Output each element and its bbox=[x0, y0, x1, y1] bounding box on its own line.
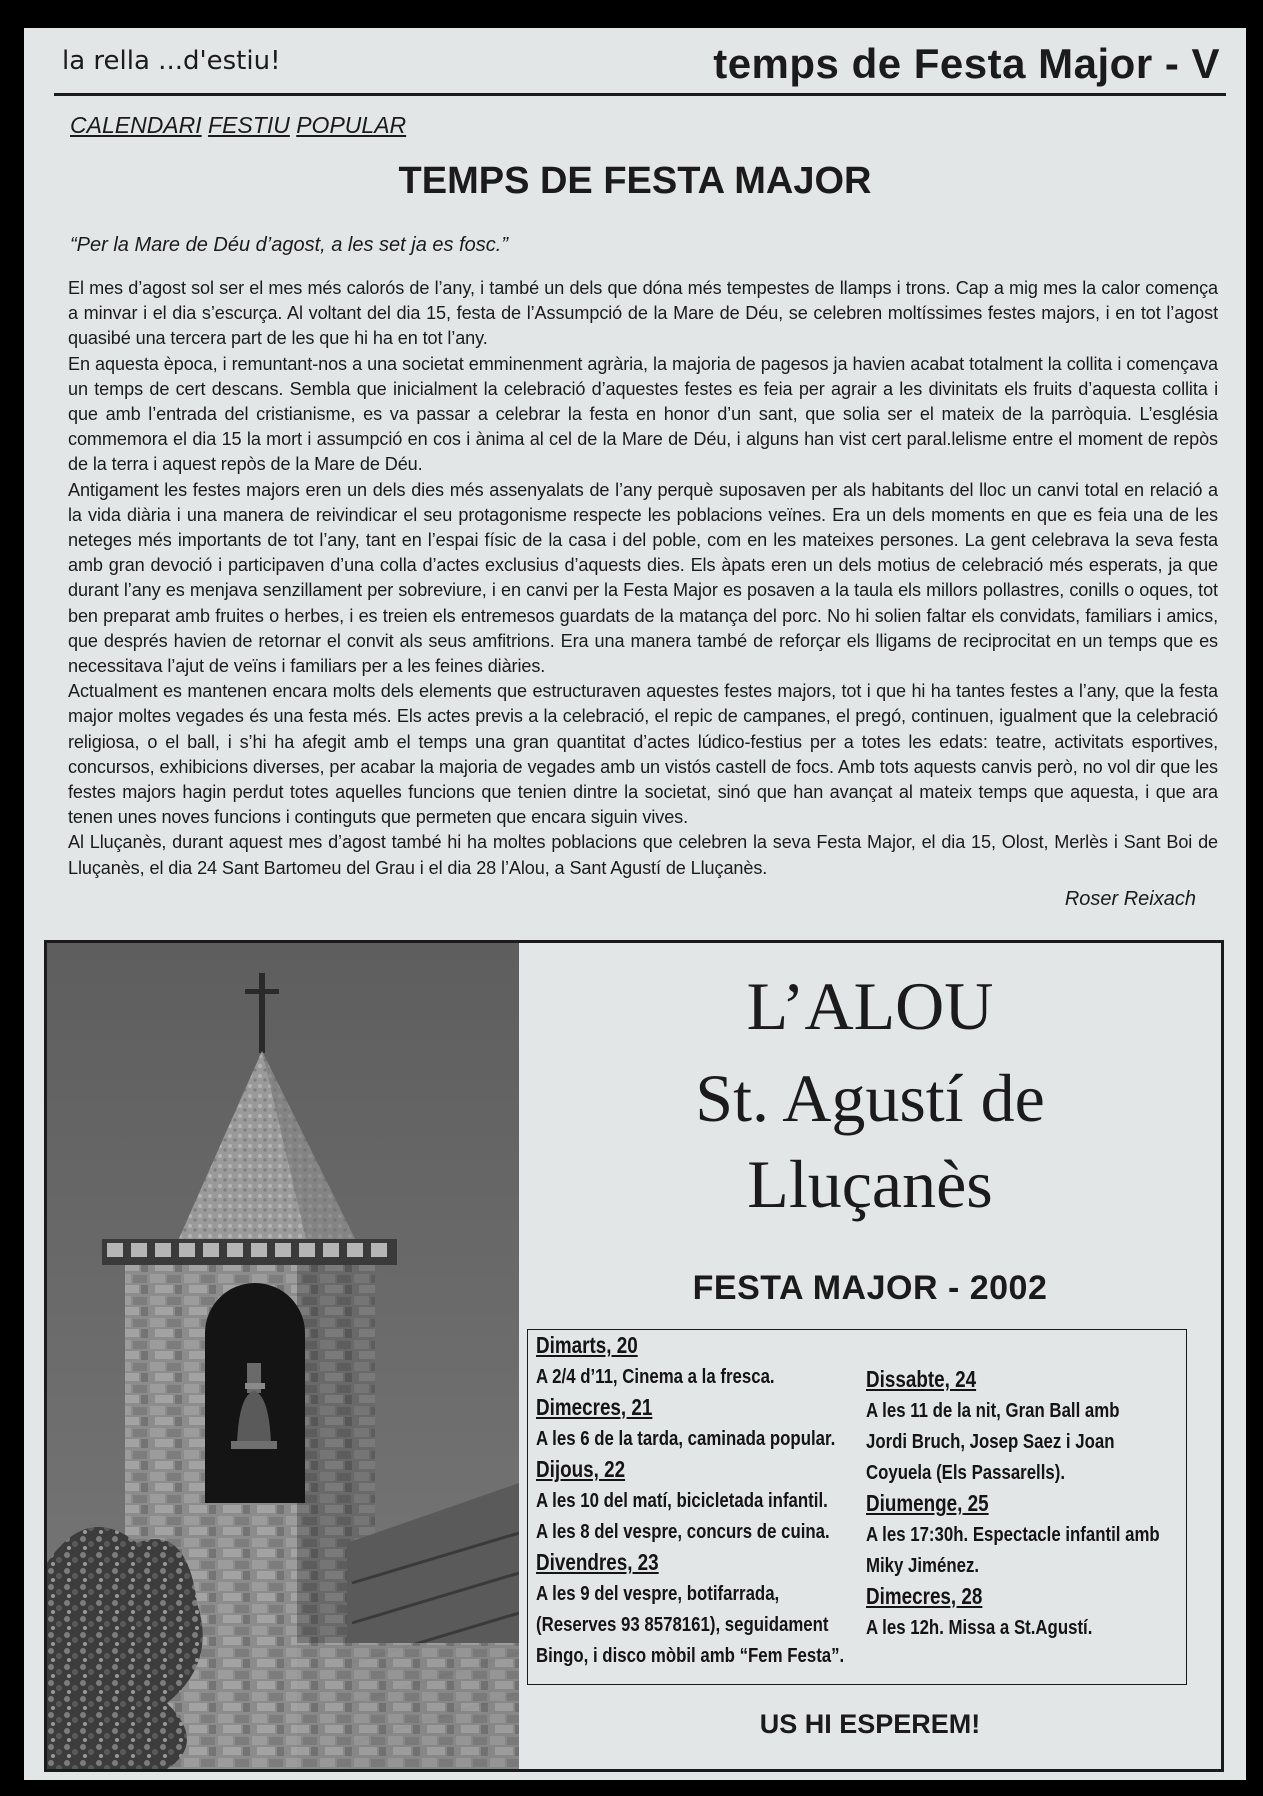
article-paragraph: En aquesta època, i remuntant-nos a una societat emminenment agrària, la majoria de pagesos ja havien acabat totalment la collita i començava un temps de cert descans. Sembla que inicialment la celebració d’aquestes festes es feia per agrair a les divinitats els fruits d’aquesta collita i que amb l’entrada del cristianisme, es va passar a celebrar la festa en honor d’un sant, que solia ser el mateix de la parròquia. L’església commemora el dia 15 la mort i assumpció en cos i ànima al cel de la Mare de Déu, i alguns han vist cert paral.lelisme entre el moment de repòs de la terra i aquest repòs de la Mare de Déu. bbox=[68, 353, 1218, 475]
program-column-right bbox=[866, 1364, 1176, 1643]
article-title: TEMPS DE FESTA MAJOR bbox=[398, 160, 872, 202]
program-event: Coyuela (Els Passarells). bbox=[866, 1461, 1066, 1484]
festival-feature bbox=[44, 940, 1224, 1772]
program-day: Divendres, 23 bbox=[536, 1549, 659, 1575]
program-event: A les 10 del matí, bicicletada infantil. bbox=[536, 1489, 828, 1512]
poster-closing: US HI ESPEREM! bbox=[759, 1709, 981, 1739]
program-event: A les 6 de la tarda, caminada popular. bbox=[536, 1427, 836, 1450]
page-header bbox=[54, 34, 1226, 96]
article-paragraph: El mes d’agost sol ser el mes més calorós de l’any, i també un dels que dóna més tempestes de llamps i trons. Cap a mig mes la calor comença a minvar i el dia s’escurça. Al voltant del dia 15, festa de l’Assumpció de la Mare de Déu, se celebren moltíssimes festes majors, i en tot l’agost quasibé una tercera part de les que hi ha en tot l’any. bbox=[68, 278, 1218, 349]
section-label bbox=[70, 112, 406, 139]
poster-subtitle: FESTA MAJOR - 2002 bbox=[692, 1269, 1048, 1307]
program-event: A les 12h. Missa a St.Agustí. bbox=[866, 1616, 1093, 1639]
poster-title-line: L’ALOU bbox=[746, 968, 994, 1044]
program-day: Dissabte, 24 bbox=[866, 1366, 977, 1392]
program-event: Bingo, i disco mòbil amb “Fem Festa”. bbox=[536, 1644, 845, 1667]
article-paragraph: Antigament les festes majors eren un dels dies més assenyalats de l’any perquè suposaven per als habitants del lloc un canvi total en relació a la vida diària i una manera de reivindicar el seu protagonisme respecte les poblacions veïnes. Era un dels moments en que es feia una de les neteges més importants de tot l’any, tant en l’espai físic de la casa i del poble, com en les mateixes persones. La gent celebrava la seva festa amb gran devoció i participaven d’una colla d’actes exclusius d’aquests dies. Els àpats eren un dels motius de celebració més esperats, ja que durant l’any es menjava senzillament per sobreviure, i en canvi per la Festa Major es posaven a la taula els millors pollastres, conills o oques, tot ben preparat amb fruites o herbes, i es treien els entremesos guardats de la matança del porc. No hi solien faltar els convidats, familiars i amics, que després havien de retornar el convit als seus amfitrions. Era una manera també de reforçar els lligams de reciprocitat en un temps que es necessitava l’ajut de veïns i familiars per a les feines diàries. bbox=[68, 479, 1218, 677]
program-day: Dijous, 22 bbox=[536, 1456, 626, 1482]
article-paragraph: Al Lluçanès, durant aquest mes d’agost també hi ha moltes poblacions que celebren la seva Festa Major, el dia 15, Olost, Merlès i Sant Boi de Lluçanès, el dia 24 Sant Bartomeu del Grau i el dia 28 l’Alou, a Sant Agustí de Lluçanès. bbox=[68, 832, 1218, 878]
article-paragraph: Actualment es mantenen encara molts dels elements que estructuraven aquestes festes majors, tot i que hi ha tantes festes a l’any, que la festa major moltes vegades és una festa més. Els actes previs a la celebració, el repic de campanes, el pregó, continuen, igualment que la celebració religiosa, o el ball, i s’hi ha afegit amb el temps una gran quantitat d’actes lúdico-festius per a totes les edats: teatre, activitats esportives, concursos, exhibicions diverses, per acabar la majoria de vegades amb un vistós castell de focs. Amb tots aquests canvis però, no vol dir que les festes majors hagin perdut totes aquelles funcions que tenien dintre la societat, sinó que han avançat al mateix temps que aquesta, i que ara tenen unes noves funcions i continguts que permeten que encara siguin vives. bbox=[68, 681, 1218, 828]
newspaper-page bbox=[24, 28, 1246, 1780]
section-title: temps de Festa Major - V bbox=[713, 40, 1220, 87]
article-body bbox=[68, 276, 1218, 881]
section-label-word: CALENDARI bbox=[70, 112, 202, 138]
program-column-left bbox=[536, 1330, 856, 1671]
program-event: (Reserves 93 8578161), seguidament bbox=[536, 1613, 829, 1636]
program-day: Diumenge, 25 bbox=[866, 1490, 989, 1516]
program-event: A les 9 del vespre, botifarrada, bbox=[536, 1582, 780, 1605]
bell-tower-icon bbox=[47, 943, 519, 1769]
program-day: Dimecres, 21 bbox=[536, 1394, 653, 1420]
program-event: A 2/4 d’11, Cinema a la fresca. bbox=[536, 1365, 775, 1388]
bell-tower-photo bbox=[47, 943, 519, 1769]
poster-title-line: St. Agustí de bbox=[695, 1060, 1045, 1136]
program-event: A les 17:30h. Espectacle infantil amb bbox=[866, 1523, 1160, 1546]
program-day: Dimarts, 20 bbox=[536, 1332, 638, 1358]
poster-title-line: Lluçanès bbox=[747, 1146, 993, 1222]
section-label-word: POPULAR bbox=[296, 112, 407, 138]
section-label-word: FESTIU bbox=[208, 112, 290, 138]
festival-program bbox=[527, 1329, 1187, 1685]
program-event: Jordi Bruch, Josep Saez i Joan bbox=[866, 1430, 1115, 1453]
festival-poster bbox=[519, 943, 1221, 1769]
program-event: A les 8 del vespre, concurs de cuina. bbox=[536, 1520, 830, 1543]
program-event: Miky Jiménez. bbox=[866, 1554, 980, 1577]
publication-name: la rella ...d'estiu! bbox=[62, 46, 281, 76]
article-author: Roser Reixach bbox=[1064, 888, 1196, 910]
program-event: A les 11 de la nit, Gran Ball amb bbox=[866, 1399, 1120, 1422]
program-day: Dimecres, 28 bbox=[866, 1583, 983, 1609]
article-quote: “Per la Mare de Déu d’agost, a les set ja es fosc.” bbox=[70, 234, 508, 256]
